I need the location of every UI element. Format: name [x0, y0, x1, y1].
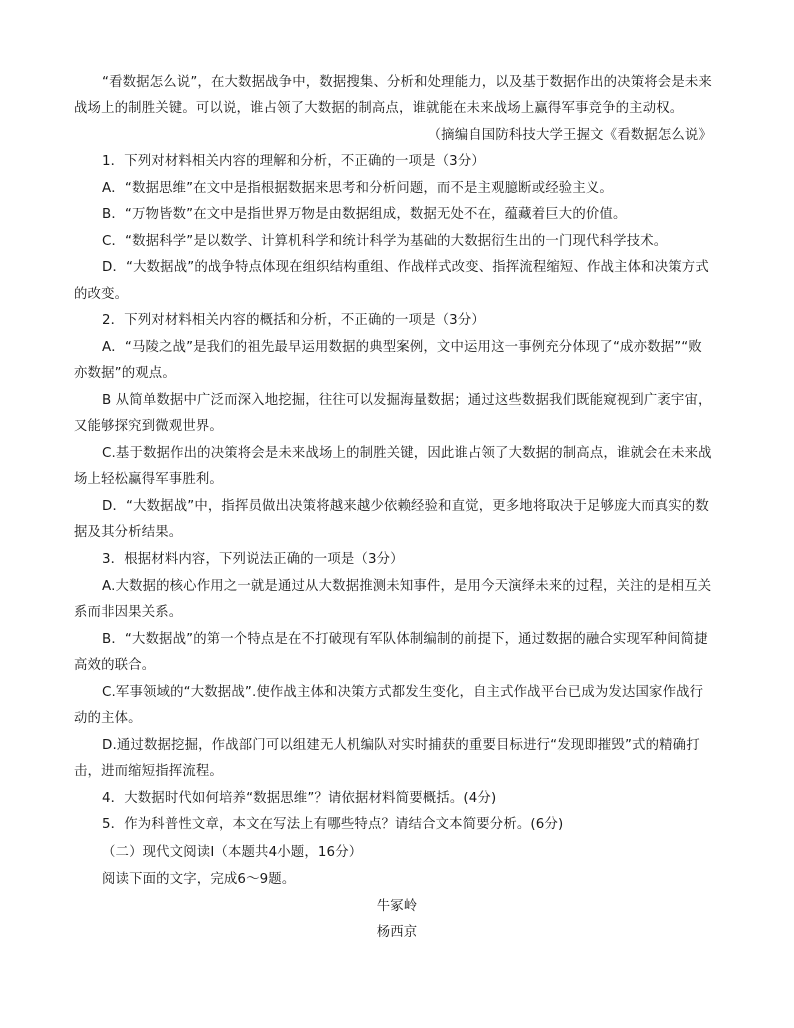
paragraph-line: “看数据怎么说”，在大数据战争中，数据搜集、分析和处理能力，以及基于数据作出的决策将会是未来: [102, 75, 712, 90]
question-5: 5．作为科普性文章，本文在写法上有哪些特点？请结合文本简要分析。(6分): [102, 817, 564, 832]
question-3-option-d: D.通过数据挖掘，作战部门可以组建无人机编队对实时捕获的重要目标进行“发现即摧毁”式的精确打: [102, 738, 700, 753]
question-3-option-c-cont: 动的主体。: [74, 711, 142, 726]
question-2-option-a: A．“马陵之战”是我们的祖先最早运用数据的典型案例，文中运用这一事例充分体现了“成亦数据”“败: [102, 340, 702, 355]
section-heading: （二）现代文阅读I（本题共4小题，16分）: [102, 845, 363, 860]
question-2-option-b-cont: 又能够探究到微观世界。: [74, 419, 223, 434]
question-2-option-d: D．“大数据战”中，指挥员做出决策将越来越少依赖经验和直觉，更多地将取决于足够庞大而真实的数: [102, 499, 709, 514]
question-3-option-b: B．“大数据战”的第一个特点是在不打破现有军队体制编制的前提下，通过数据的融合实现军种间简捷: [102, 632, 708, 647]
question-4: 4．大数据时代如何培养“数据思维”？请依据材料简要概括。(4分): [102, 791, 497, 806]
question-1-option-a: A．“数据思维”在文中是指根据数据来思考和分析问题，而不是主观臆断或经验主义。: [102, 181, 613, 196]
question-3-stem: 3．根据材料内容，下列说法正确的一项是（3分）: [102, 552, 404, 567]
question-3-option-c: C.军事领域的“大数据战”.使作战主体和决策方式都发生变化，自主式作战平台已成为发达国家作战行: [102, 685, 704, 700]
question-1-stem: 1．下列对材料相关内容的理解和分析，不正确的一项是（3分）: [102, 154, 485, 169]
question-1-option-c: C．“数据科学”是以数学、计算机科学和统计科学为基础的大数据衍生出的一门现代科学技术。: [102, 234, 668, 249]
question-1-option-d: D．“大数据战”的战争特点体现在组织结构重组、作战样式改变、指挥流程缩短、作战主体和决策方式: [102, 260, 709, 275]
question-2-option-c: C.基于数据作出的决策将会是未来战场上的制胜关键，因此谁占领了大数据的制高点，谁就会在未来战: [102, 446, 712, 461]
question-2-stem: 2．下列对材料相关内容的概括和分析，不正确的一项是（3分）: [102, 313, 485, 328]
paragraph-line: 战场上的制胜关键。可以说，谁占领了大数据的制高点，谁就能在未来战场上赢得军事竞争的主动权。: [74, 101, 684, 116]
question-1-option-d-cont: 的改变。: [74, 287, 129, 302]
article-title: 牛冢岭: [376, 899, 418, 914]
question-3-option-d-cont: 击，进而缩短指挥流程。: [74, 764, 223, 779]
article-author: 杨西京: [376, 925, 418, 940]
question-2-option-b: B 从简单数据中广泛而深入地挖掘，往往可以发掘海量数据；通过这些数据我们既能窥视到广袤宇宙，: [102, 393, 712, 408]
question-3-option-a-cont: 系而非因果关系。: [74, 605, 183, 620]
question-1-option-b: B．“万物皆数”在文中是指世界万物是由数据组成，数据无处不在，蕴藏着巨大的价值。: [102, 207, 627, 222]
source-citation: （摘编自国防科技大学王握文《看数据怎么说》: [427, 128, 712, 143]
question-3-option-a: A.大数据的核心作用之一就是通过从大数据推测未知事件，是用今天演绎未来的过程，关注的是相互关: [102, 579, 712, 594]
question-3-option-b-cont: 高效的联合。: [74, 658, 156, 673]
reading-instruction: 阅读下面的文字，完成6～9题。: [102, 872, 296, 887]
question-2-option-c-cont: 场上轻松赢得军事胜利。: [74, 472, 223, 487]
question-2-option-d-cont: 据及其分析结果。: [74, 525, 183, 540]
question-2-option-a-cont: 亦数据”的观点。: [74, 366, 176, 381]
